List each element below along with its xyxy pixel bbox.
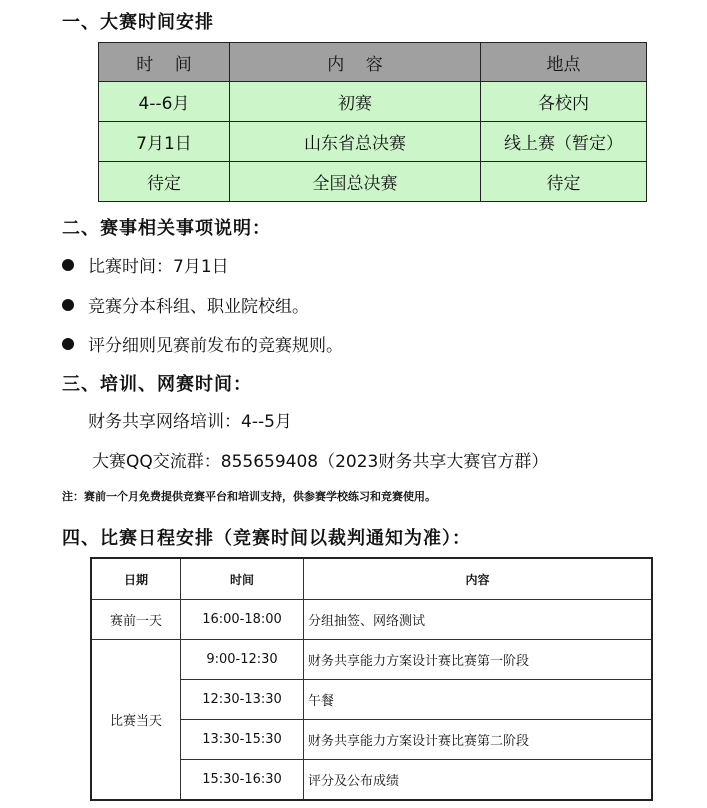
section4-title: 四、比赛日程安排（竞赛时间以裁判通知为准）： bbox=[62, 528, 471, 549]
bullet-text: 评分细则见赛前发布的竞赛规则。 bbox=[88, 336, 343, 356]
training-line: 财务共享网络培训：4--5月 bbox=[88, 412, 292, 432]
cell-content: 山东省总决赛 bbox=[230, 122, 481, 162]
bullet-icon bbox=[62, 299, 74, 311]
bullet-text: 比赛时间：7月1日 bbox=[88, 257, 229, 277]
cell-time: 12:30-13:30 bbox=[181, 680, 304, 720]
header-location: 地点 bbox=[481, 43, 647, 82]
table-header-row bbox=[99, 43, 647, 82]
cell-location: 线上赛（暂定） bbox=[481, 122, 647, 162]
cell-content: 全国总决赛 bbox=[230, 162, 481, 202]
cell-content: 财务共享能力方案设计赛比赛第二阶段 bbox=[304, 720, 653, 760]
agenda-table bbox=[90, 557, 653, 801]
table-row bbox=[91, 640, 652, 680]
table-row bbox=[91, 600, 652, 640]
list-item bbox=[62, 252, 229, 277]
note-text: 注：赛前一个月免费提供竞赛平台和培训支持，供参赛学校练习和竞赛使用。 bbox=[62, 490, 436, 503]
cell-content: 分组抽签、网络测试 bbox=[304, 600, 653, 640]
schedule-table bbox=[98, 42, 647, 202]
cell-date: 赛前一天 bbox=[91, 600, 181, 640]
cell-location: 待定 bbox=[481, 162, 647, 202]
header-time: 时 间 bbox=[99, 43, 230, 82]
header-content: 内容 bbox=[304, 558, 653, 600]
cell-content: 初赛 bbox=[230, 82, 481, 122]
cell-time: 9:00-12:30 bbox=[181, 640, 304, 680]
header-time: 时间 bbox=[181, 558, 304, 600]
list-item bbox=[62, 331, 343, 356]
cell-location: 各校内 bbox=[481, 82, 647, 122]
cell-time: 7月1日 bbox=[99, 122, 230, 162]
bullet-icon bbox=[62, 338, 74, 350]
cell-time: 16:00-18:00 bbox=[181, 600, 304, 640]
bullet-text: 竞赛分本科组、职业院校组。 bbox=[88, 297, 309, 317]
cell-time: 13:30-15:30 bbox=[181, 720, 304, 760]
cell-time: 待定 bbox=[99, 162, 230, 202]
cell-date: 比赛当天 bbox=[91, 640, 181, 801]
table-row bbox=[99, 82, 647, 122]
section2-title: 二、赛事相关事项说明： bbox=[62, 218, 271, 239]
cell-time: 4--6月 bbox=[99, 82, 230, 122]
section3-title: 三、培训、网赛时间： bbox=[62, 374, 252, 395]
cell-time: 15:30-16:30 bbox=[181, 760, 304, 801]
table-row bbox=[99, 122, 647, 162]
cell-content: 午餐 bbox=[304, 680, 653, 720]
header-content: 内 容 bbox=[230, 43, 481, 82]
header-date: 日期 bbox=[91, 558, 181, 600]
table-row bbox=[99, 162, 647, 202]
qq-group-line: 大赛QQ交流群：855659408（2023财务共享大赛官方群） bbox=[92, 452, 549, 472]
cell-content: 评分及公布成绩 bbox=[304, 760, 653, 801]
cell-content: 财务共享能力方案设计赛比赛第一阶段 bbox=[304, 640, 653, 680]
list-item bbox=[62, 292, 309, 317]
section1-title: 一、大赛时间安排 bbox=[62, 12, 214, 33]
bullet-icon bbox=[62, 259, 74, 271]
table-header-row bbox=[91, 558, 652, 600]
